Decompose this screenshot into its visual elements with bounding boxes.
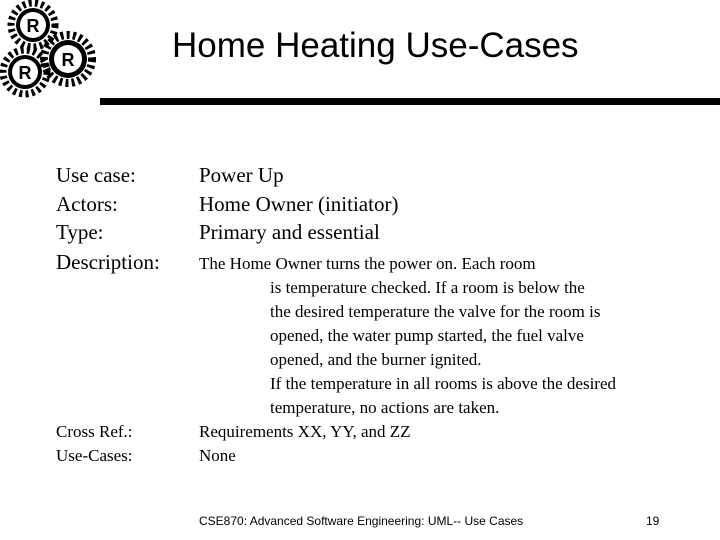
gear-letter-top: R <box>26 16 40 36</box>
slide-footer: CSE870: Advanced Software Engineering: UML-- Use Cases <box>199 514 524 528</box>
use-cases-label: Use-Cases: <box>56 446 133 465</box>
actors-label: Actors: <box>56 192 118 216</box>
title-divider <box>100 98 720 105</box>
gear-letter-bottom: R <box>18 63 32 83</box>
gear-letter-right: R <box>61 50 75 70</box>
type-label: Type: <box>56 220 104 244</box>
use-case-label: Use case: <box>56 163 136 187</box>
use-case-value: Power Up <box>199 163 284 187</box>
page-number: 19 <box>646 514 660 528</box>
actors-value: Home Owner (initiator) <box>199 192 399 216</box>
description-label: Description: <box>56 250 160 274</box>
description-line: The Home Owner turns the power on. Each room <box>199 254 536 273</box>
description-line: is temperature checked. If a room is below the <box>270 278 585 297</box>
description-line: temperature, no actions are taken. <box>270 398 500 417</box>
cross-ref-label: Cross Ref.: <box>56 422 133 441</box>
description-line: If the temperature in all rooms is above the desired <box>270 374 617 393</box>
description-line: opened, the water pump started, the fuel valve <box>270 326 584 345</box>
gears-logo-icon <box>0 0 110 100</box>
type-value: Primary and essential <box>199 220 380 244</box>
use-cases-value: None <box>199 446 236 465</box>
slide-title: Home Heating Use-Cases <box>172 26 579 65</box>
cross-ref-value: Requirements XX, YY, and ZZ <box>199 422 411 441</box>
description-line: the desired temperature the valve for the room is <box>270 302 601 321</box>
description-text <box>199 252 699 420</box>
description-line: opened, and the burner ignited. <box>270 350 482 369</box>
